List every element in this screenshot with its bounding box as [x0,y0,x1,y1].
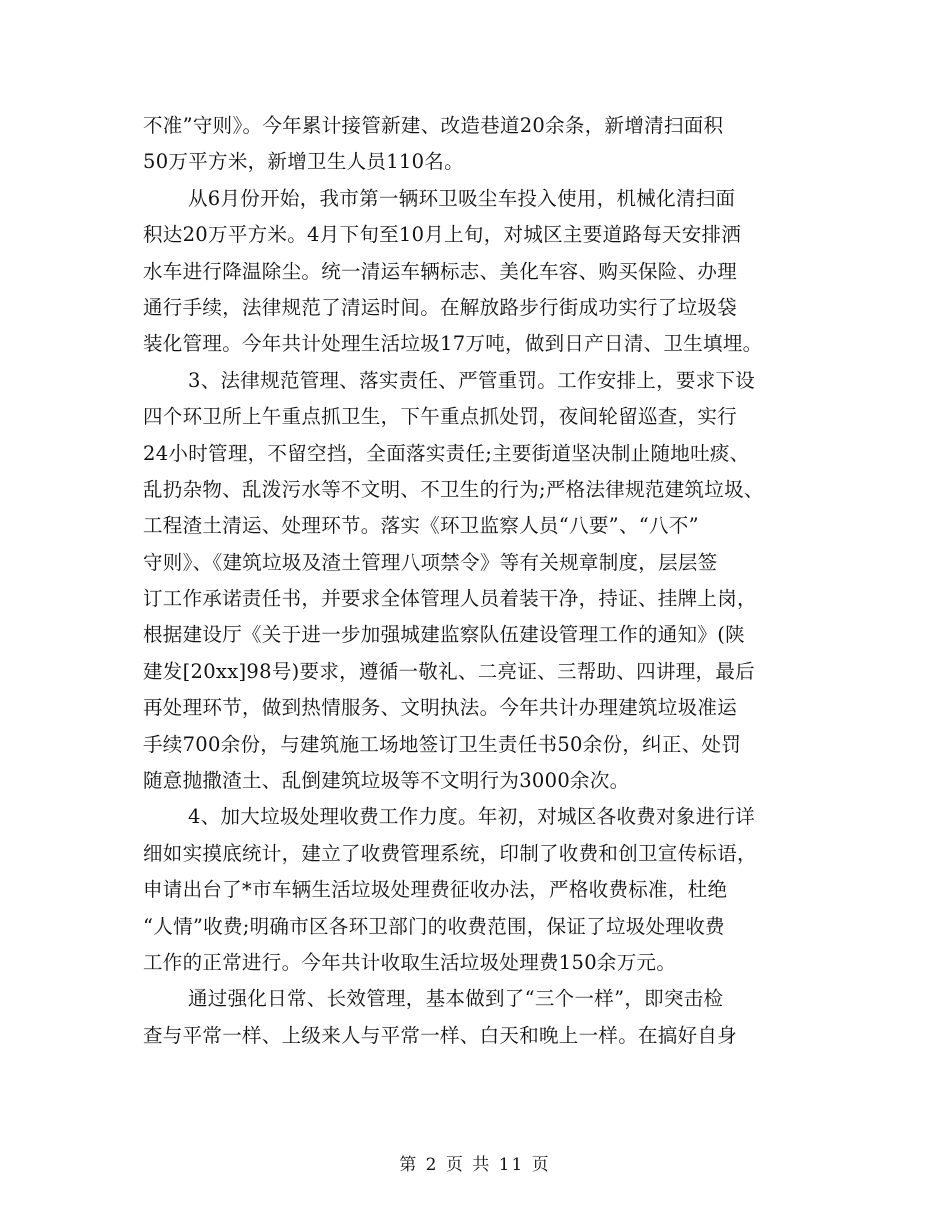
text-line: 查与平常一样、上级来人与平常一样、白天和晚上一样。在搞好自身 [143,1023,738,1047]
text-line: 手续700余份，与建筑施工场地签订卫生责任书50余份，纠正、处罚 [143,732,742,756]
text-line: 不准”守则》。今年累计接管新建、改造巷道20余条，新增清扫面积 [143,114,724,137]
text-line: 积达20万平方米。4月下旬至10月上旬，对城区主要道路每天安排洒 [143,223,742,247]
text-line: 4、加大垃圾处理收费工作力度。年初，对城区各收费对象进行详 [188,805,756,829]
text-line: 通过强化日常、长效管理，基本做到了“三个一样”，即突击检 [188,987,724,1011]
text-line: 根据建设厅《关于进一步加强城建监察队伍建设管理工作的通知》(陕 [143,623,745,647]
text-line: 申请出台了*市车辆生活垃圾处理费征收办法，严格收费标准，杜绝 [143,878,728,902]
text-line: 从6月份开始，我市第一辆环卫吸尘车投入使用，机械化清扫面 [188,186,736,210]
text-line: 通行手续，法律规范了清运时间。在解放路步行街成功实行了垃圾袋 [143,295,738,319]
text-line: 随意抛撒渣土、乱倒建筑垃圾等不文明行为3000余次。 [143,769,630,793]
text-line: 守则》、《建筑垃圾及渣土管理八项禁令》等有关规章制度，层层签 [143,550,718,574]
text-line: 订工作承诺责任书，并要求全体管理人员着装干净，持证、挂牌上岗， [143,587,757,611]
text-line: “人情”收费;明确市区各环卫部门的收费范围，保证了垃圾处理收费 [143,914,725,938]
text-line: 建发[20xx]98号)要求，遵循一敬礼、二亮证、三帮助、四讲理，最后 [143,659,755,683]
text-line: 水车进行降温除尘。统一清运车辆标志、美化车容、购买保险、办理 [143,259,738,283]
text-line: 工作的正常进行。今年共计收取生活垃圾处理费150余万元。 [143,950,677,974]
text-line: 工程渣土清运、处理环节。落实《环卫监察人员“八要”、“八不” [143,514,699,538]
text-line: 再处理环节，做到热情服务、文明执法。今年共计办理建筑垃圾准运 [143,696,738,720]
text-line: 3、法律规范管理、落实责任、严管重罚。工作安排上，要求下设 [188,368,756,392]
text-line: 细如实摸底统计，建立了收费管理系统，印制了收费和创卫宣传标语， [143,841,757,865]
text-line: 50万平方米，新增卫生人员110名。 [143,150,464,174]
text-line: 乱扔杂物、乱泼污水等不文明、不卫生的行为;严格法律规范建筑垃圾、 [143,477,764,501]
body-text [143,108,823,1054]
text-line: 装化管理。今年共计处理生活垃圾17万吨，做到日产日清、卫生填埋。 [143,332,763,356]
text-line: 24小时管理，不留空挡，全面落实责任;主要街道坚决制止随地吐痰、 [143,441,750,465]
page-footer: 第 2 页 共 11 页 [399,1155,551,1175]
text-line: 四个环卫所上午重点抓卫生，下午重点抓处罚，夜间轮留巡查，实行 [143,405,738,429]
